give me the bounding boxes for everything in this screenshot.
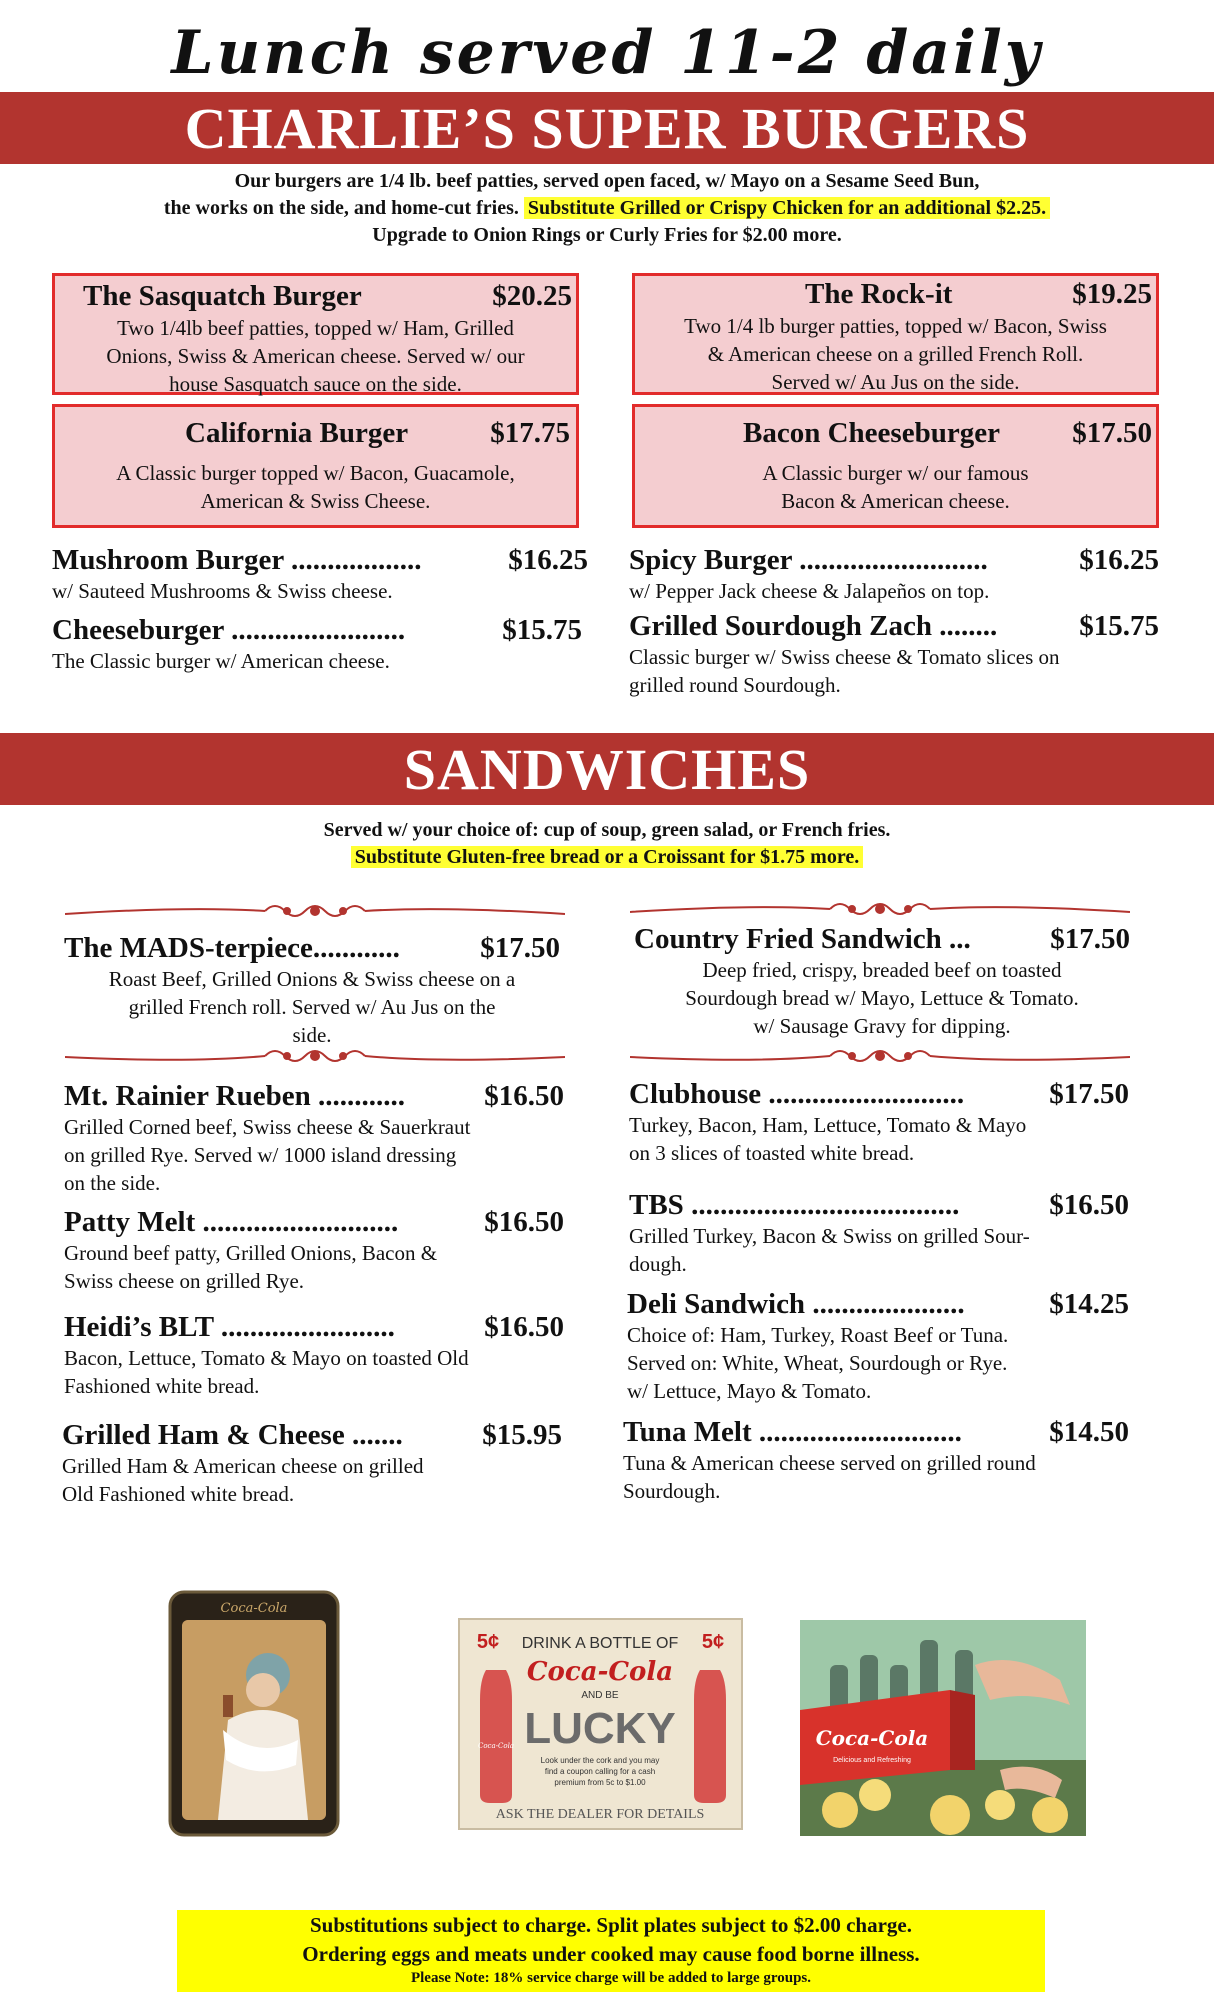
- sandwich-patty-melt: [64, 1205, 564, 1295]
- coca-cola-carton-image: [800, 1620, 1086, 1836]
- item-name: California Burger: [185, 417, 409, 449]
- desc-line: on 3 slices of toasted white bread.: [629, 1141, 915, 1165]
- sign-top-text: DRINK A BOTTLE OF: [521, 1635, 679, 1652]
- featured-burger-california: [52, 404, 579, 528]
- desc-line: Grilled Ham & American cheese on grilled: [62, 1454, 424, 1478]
- desc-line: Served on: White, Wheat, Sourdough or Rye.: [627, 1351, 1008, 1375]
- sign-small-3: premium from 5c to $1.00: [554, 1778, 646, 1787]
- item-name: Mushroom Burger ..................: [52, 544, 422, 576]
- item-price: $17.75: [490, 417, 570, 449]
- sandwich-grilled-ham-cheese: [62, 1418, 562, 1508]
- desc-line: A Classic burger w/ our famous: [762, 461, 1029, 485]
- item-price: $19.25: [1072, 278, 1152, 310]
- coca-cola-lucky-sign-image: [458, 1618, 743, 1830]
- sign-brand: Coca-Cola: [526, 1657, 674, 1687]
- desc-line: Two 1/4 lb burger patties, topped w/ Bacon, Swiss: [684, 314, 1107, 338]
- desc-line: Tuna & American cheese served on grilled round: [623, 1451, 1036, 1475]
- desc-line: Onions, Swiss & American cheese. Served w/ our: [106, 344, 525, 368]
- desc-line: Old Fashioned white bread.: [62, 1482, 295, 1506]
- item-name: The MADS-terpiece............: [64, 932, 400, 964]
- item-price: $17.50: [1072, 417, 1152, 449]
- item-name: Country Fried Sandwich ...: [634, 923, 971, 955]
- chicken-substitution-note: Substitute Grilled or Crispy Chicken for an additional $2.25.: [524, 197, 1050, 219]
- desc-line: Bacon, Lettuce, Tomato & Mayo on toasted Old: [64, 1346, 469, 1370]
- desc-line: w/ Sausage Gravy for dipping.: [753, 1014, 1011, 1038]
- flourish-divider-icon: [630, 898, 1130, 920]
- footer-line-2: Ordering eggs and meats under cooked may cause food borne illness.: [302, 1942, 920, 1966]
- footer-line-3: Please Note: 18% service charge will be added to large groups.: [410, 1970, 812, 1986]
- burgers-intro-line-2a: the works on the side, and home-cut fries.: [163, 197, 519, 219]
- item-name: Deli Sandwich .....................: [627, 1288, 965, 1320]
- tray-brand-text: Coca-Cola: [220, 1601, 288, 1616]
- item-name: Grilled Ham & Cheese .......: [62, 1419, 403, 1451]
- item-name: Spicy Burger ..........................: [629, 544, 988, 576]
- desc-line: Fashioned white bread.: [64, 1374, 260, 1398]
- desc-line: Served w/ Au Jus on the side.: [771, 370, 1020, 394]
- desc-line: on the side.: [64, 1171, 161, 1195]
- sandwich-tbs: [629, 1188, 1129, 1278]
- desc-line: Sourdough bread w/ Mayo, Lettuce & Tomato.: [685, 986, 1079, 1010]
- featured-burger-rock-it: [632, 273, 1159, 395]
- desc-line: w/ Sauteed Mushrooms & Swiss cheese.: [52, 579, 393, 603]
- desc-line: & American cheese on a grilled French Roll.: [707, 342, 1084, 366]
- sign-small-2: find a coupon calling for a cash: [544, 1767, 656, 1776]
- desc-line: Grilled Corned beef, Swiss cheese & Sauerkraut: [64, 1115, 471, 1139]
- featured-burger-bacon-cheeseburger: [632, 404, 1159, 528]
- item-price: $15.75: [502, 614, 582, 646]
- item-name: Patty Melt ...........................: [64, 1206, 399, 1238]
- item-price: $15.95: [482, 1419, 562, 1451]
- item-name: Bacon Cheeseburger: [743, 417, 1000, 449]
- sandwich-heidis-blt: [64, 1310, 564, 1400]
- desc-line: side.: [292, 1023, 332, 1047]
- burgers-intro: [0, 168, 1214, 249]
- desc-line: Two 1/4lb beef patties, topped w/ Ham, Grilled: [117, 316, 514, 340]
- bottle-icon: [477, 1670, 515, 1803]
- desc-line: Ground beef patty, Grilled Onions, Bacon &: [64, 1241, 438, 1265]
- coca-cola-tray-image: [168, 1590, 340, 1837]
- item-name: Heidi’s BLT ........................: [64, 1311, 395, 1343]
- desc-line: American & Swiss Cheese.: [200, 489, 431, 513]
- sign-bottle-text: Coca-Cola: [477, 1742, 515, 1750]
- item-name: Clubhouse ...........................: [629, 1078, 965, 1110]
- item-name: Mt. Rainier Rueben ............: [64, 1080, 406, 1112]
- sandwich-mt-rainier-rueben: [64, 1079, 564, 1197]
- carton-sub: Delicious and Refreshing: [833, 1757, 911, 1764]
- item-price: $14.50: [1049, 1416, 1129, 1448]
- burger-grilled-sourdough-zach: [629, 609, 1159, 699]
- flourish-divider-icon: [65, 900, 565, 922]
- sandwich-clubhouse: [629, 1077, 1129, 1167]
- sandwiches-intro-line-1: Served w/ your choice of: cup of soup, green salad, or French fries.: [323, 819, 891, 841]
- desc-line: Classic burger w/ Swiss cheese & Tomato slices on: [629, 645, 1060, 669]
- footer-notice: [177, 1910, 1045, 1992]
- footer-line-1: Substitutions subject to charge. Split plates subject to $2.00 charge.: [310, 1913, 912, 1937]
- burgers-section-title: CHARLIE’S SUPER BURGERS: [0, 92, 1214, 164]
- hours-heading: Lunch served 11-2 daily: [171, 18, 1043, 88]
- item-name: Grilled Sourdough Zach ........: [629, 610, 998, 642]
- desc-line: Bacon & American cheese.: [781, 489, 1010, 513]
- desc-line: Roast Beef, Grilled Onions & Swiss cheese on a: [108, 967, 516, 991]
- item-price: $15.75: [1079, 610, 1159, 642]
- carton-brand: Coca-Cola: [815, 1726, 929, 1750]
- featured-burger-sasquatch: [52, 273, 579, 395]
- item-name: The Sasquatch Burger: [83, 280, 362, 312]
- sandwich-mads-terpiece: [64, 931, 560, 1049]
- desc-line: dough.: [629, 1252, 687, 1276]
- sandwich-deli: [627, 1287, 1129, 1405]
- flourish-divider-icon: [630, 1045, 1130, 1067]
- sandwich-tuna-melt: [623, 1415, 1129, 1505]
- burger-cheeseburger: [52, 613, 582, 675]
- sign-bottom: ASK THE DEALER FOR DETAILS: [495, 1807, 705, 1822]
- desc-line: A Classic burger topped w/ Bacon, Guacamole,: [116, 461, 515, 485]
- item-price: $20.25: [492, 280, 572, 312]
- desc-line: The Classic burger w/ American cheese.: [52, 649, 390, 673]
- desc-line: w/ Pepper Jack cheese & Jalapeños on top.: [629, 579, 990, 603]
- desc-line: grilled round Sourdough.: [629, 673, 841, 697]
- item-name: Cheeseburger ........................: [52, 614, 406, 646]
- item-price: $16.50: [1049, 1189, 1129, 1221]
- bottle-icon: [694, 1670, 726, 1803]
- sandwiches-section-title: SANDWICHES: [0, 733, 1214, 805]
- desc-line: w/ Lettuce, Mayo & Tomato.: [627, 1379, 872, 1403]
- burger-spicy: [629, 543, 1159, 605]
- burger-mushroom: [52, 543, 588, 605]
- sign-small-1: Look under the cork and you may: [540, 1756, 660, 1765]
- desc-line: Grilled Turkey, Bacon & Swiss on grilled Sour-: [629, 1224, 1030, 1248]
- item-name: TBS .....................................: [629, 1189, 960, 1221]
- bread-substitution-note: Substitute Gluten-free bread or a Croissant for $1.75 more.: [351, 846, 863, 868]
- item-price: $16.50: [484, 1311, 564, 1343]
- burgers-intro-line-2: [0, 195, 1214, 222]
- desc-line: house Sasquatch sauce on the side.: [169, 372, 462, 396]
- sign-and-be: AND BE: [581, 1690, 619, 1701]
- item-name: The Rock-it: [805, 278, 953, 310]
- desc-line: Deep fried, crispy, breaded beef on toasted: [702, 958, 1062, 982]
- sign-lucky: LUCKY: [524, 1704, 676, 1753]
- desc-line: Turkey, Bacon, Ham, Lettuce, Tomato & Mayo: [629, 1113, 1027, 1137]
- burgers-intro-line-3: Upgrade to Onion Rings or Curly Fries for $2.00 more.: [372, 224, 842, 246]
- item-price: $16.25: [1079, 544, 1159, 576]
- sandwich-country-fried: [634, 922, 1130, 1040]
- item-price: $17.50: [480, 932, 560, 964]
- item-price: $16.50: [484, 1206, 564, 1238]
- item-price: $16.25: [508, 544, 588, 576]
- sign-price-right: 5¢: [701, 1631, 725, 1653]
- desc-line: Choice of: Ham, Turkey, Roast Beef or Tuna.: [627, 1323, 1009, 1347]
- item-name: Tuna Melt ............................: [623, 1416, 962, 1448]
- item-price: $14.25: [1049, 1288, 1129, 1320]
- sign-price-left: 5¢: [476, 1631, 500, 1653]
- desc-line: grilled French roll. Served w/ Au Jus on the: [128, 995, 496, 1019]
- sandwiches-intro: [0, 817, 1214, 871]
- desc-line: on grilled Rye. Served w/ 1000 island dressing: [64, 1143, 457, 1167]
- burgers-intro-line-1: Our burgers are 1/4 lb. beef patties, served open faced, w/ Mayo on a Sesame Seed Bun,: [234, 170, 980, 192]
- desc-line: Sourdough.: [623, 1479, 721, 1503]
- item-price: $17.50: [1050, 923, 1130, 955]
- desc-line: Swiss cheese on grilled Rye.: [64, 1269, 305, 1293]
- item-price: $16.50: [484, 1080, 564, 1112]
- item-price: $17.50: [1049, 1078, 1129, 1110]
